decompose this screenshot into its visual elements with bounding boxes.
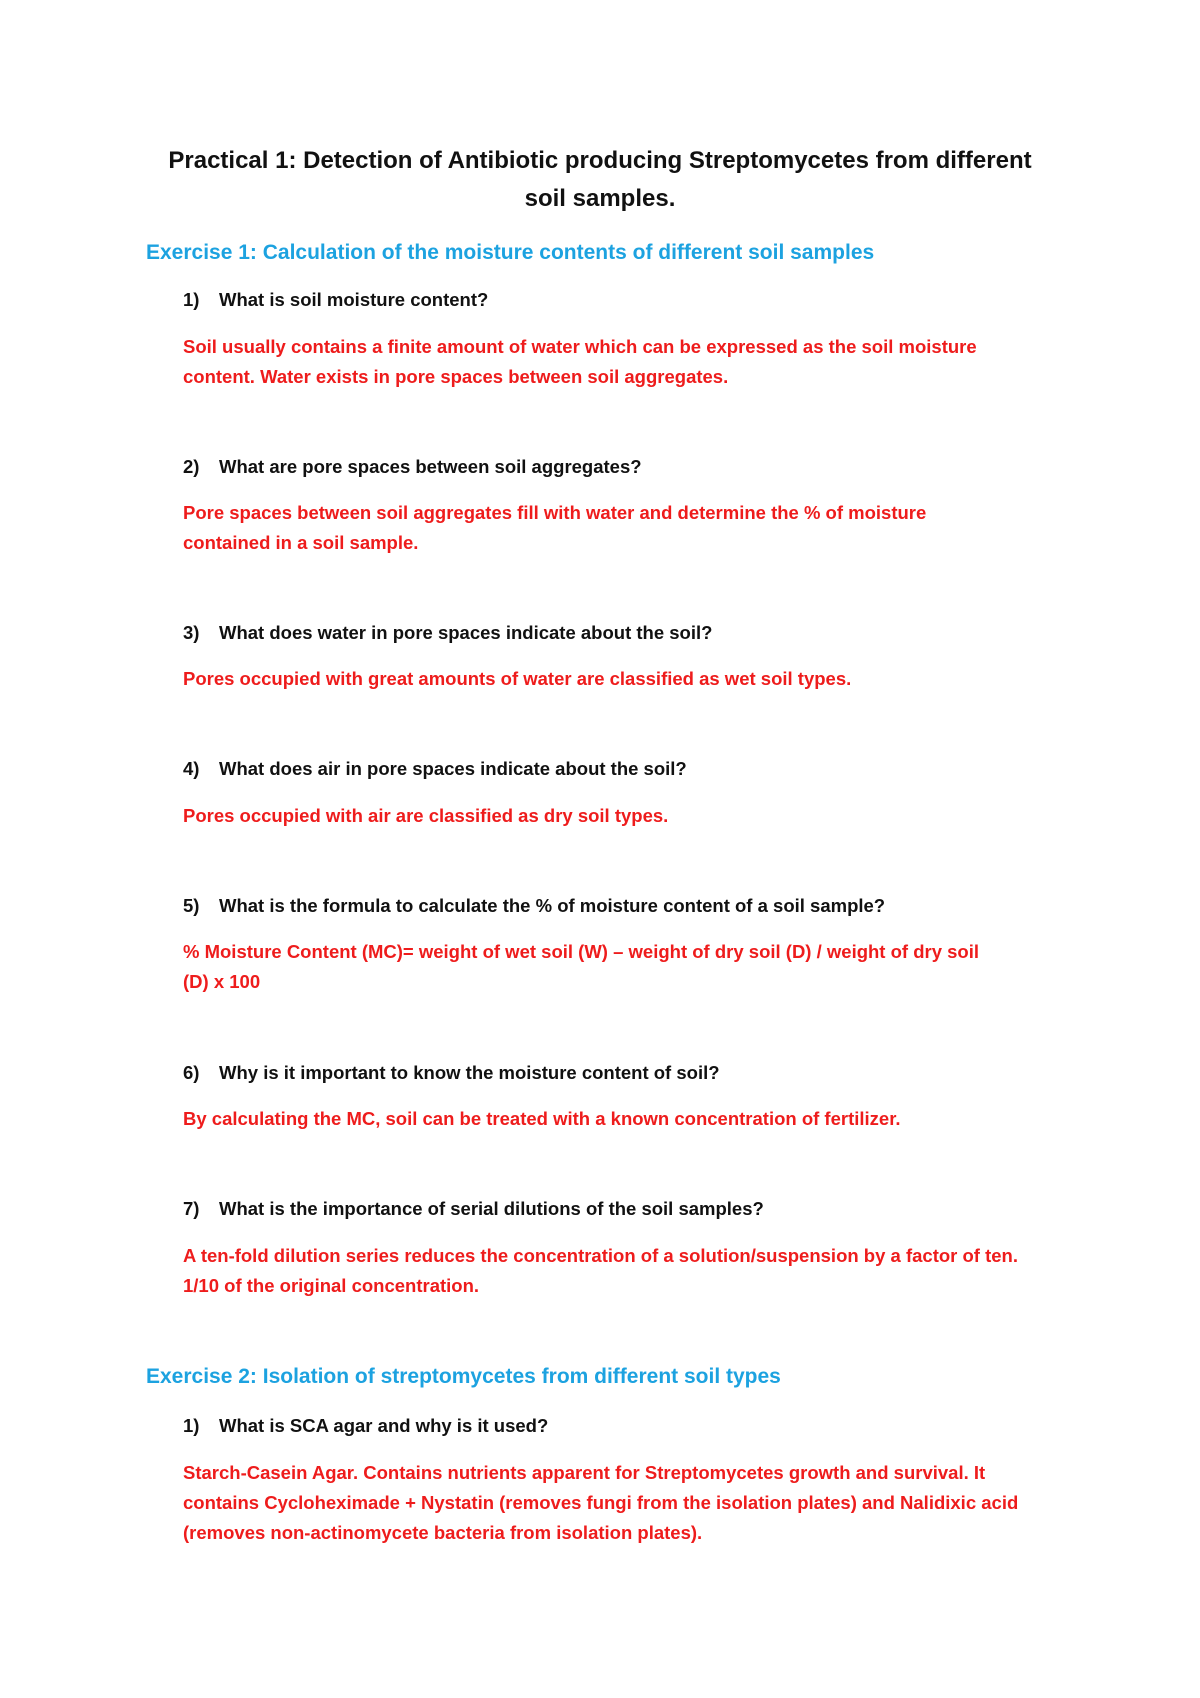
exercise-2-question-1 [183, 1414, 548, 1438]
question-2 [183, 455, 642, 479]
exercise-2-answer-1 [183, 1458, 1083, 1548]
answer-line: contains Cycloheximade + Nystatin (removes fungi from the isolation plates) and Nalidixic acid [183, 1492, 1019, 1513]
answer-2 [183, 498, 1083, 558]
exercise-1-heading: Exercise 1: Calculation of the moisture contents of different soil samples [146, 241, 875, 264]
question-number: 1) [183, 1415, 200, 1436]
exercise-2-heading: Exercise 2: Isolation of streptomycetes from different soil types [146, 1365, 781, 1388]
question-text: What is the importance of serial dilutions of the soil samples? [219, 1198, 764, 1219]
question-text: What does water in pore spaces indicate about the soil? [219, 622, 713, 643]
question-number: 4) [183, 758, 200, 779]
question-5 [183, 894, 885, 918]
answer-7 [183, 1241, 1083, 1301]
answer-5 [183, 937, 1083, 997]
title-line-2: soil samples. [524, 185, 676, 212]
answer-line: Pores occupied with air are classified as dry soil types. [183, 805, 669, 826]
answer-line: content. Water exists in pore spaces between soil aggregates. [183, 366, 729, 387]
answer-line: % Moisture Content (MC)= weight of wet soil (W) – weight of dry soil (D) / weight of dry soil [183, 941, 980, 962]
answer-line: (D) x 100 [183, 971, 261, 992]
question-text: What does air in pore spaces indicate about the soil? [219, 758, 687, 779]
answer-6 [183, 1104, 1083, 1134]
question-7 [183, 1197, 764, 1221]
question-6 [183, 1061, 720, 1085]
question-number: 7) [183, 1198, 200, 1219]
question-text: What is SCA agar and why is it used? [219, 1415, 549, 1436]
answer-3 [183, 664, 1083, 694]
answer-line: 1/10 of the original concentration. [183, 1275, 480, 1296]
question-text: Why is it important to know the moisture content of soil? [219, 1062, 720, 1083]
page-title [130, 142, 1070, 218]
answer-4 [183, 801, 1083, 831]
question-text: What is soil moisture content? [219, 289, 489, 310]
answer-line: Pores occupied with great amounts of water are classified as wet soil types. [183, 668, 852, 689]
question-text: What are pore spaces between soil aggregates? [219, 456, 642, 477]
question-number: 5) [183, 895, 200, 916]
answer-line: Starch-Casein Agar. Contains nutrients apparent for Streptomycetes growth and survival. It [183, 1462, 986, 1483]
question-text: What is the formula to calculate the % of moisture content of a soil sample? [219, 895, 886, 916]
answer-line: Pore spaces between soil aggregates fill with water and determine the % of moisture [183, 502, 927, 523]
question-number: 2) [183, 456, 200, 477]
question-4 [183, 757, 687, 781]
question-1 [183, 288, 488, 312]
answer-line: By calculating the MC, soil can be treated with a known concentration of fertilizer. [183, 1108, 901, 1129]
question-number: 1) [183, 289, 200, 310]
answer-line: (removes non-actinomycete bacteria from isolation plates). [183, 1522, 703, 1543]
question-number: 6) [183, 1062, 200, 1083]
title-line-1: Practical 1: Detection of Antibiotic producing Streptomycetes from different [168, 147, 1032, 174]
answer-line: Soil usually contains a finite amount of water which can be expressed as the soil moisture [183, 336, 977, 357]
answer-line: A ten-fold dilution series reduces the concentration of a solution/suspension by a factor of ten. [183, 1245, 1018, 1266]
question-number: 3) [183, 622, 200, 643]
answer-line: contained in a soil sample. [183, 532, 419, 553]
question-3 [183, 621, 712, 645]
answer-1 [183, 332, 1083, 392]
